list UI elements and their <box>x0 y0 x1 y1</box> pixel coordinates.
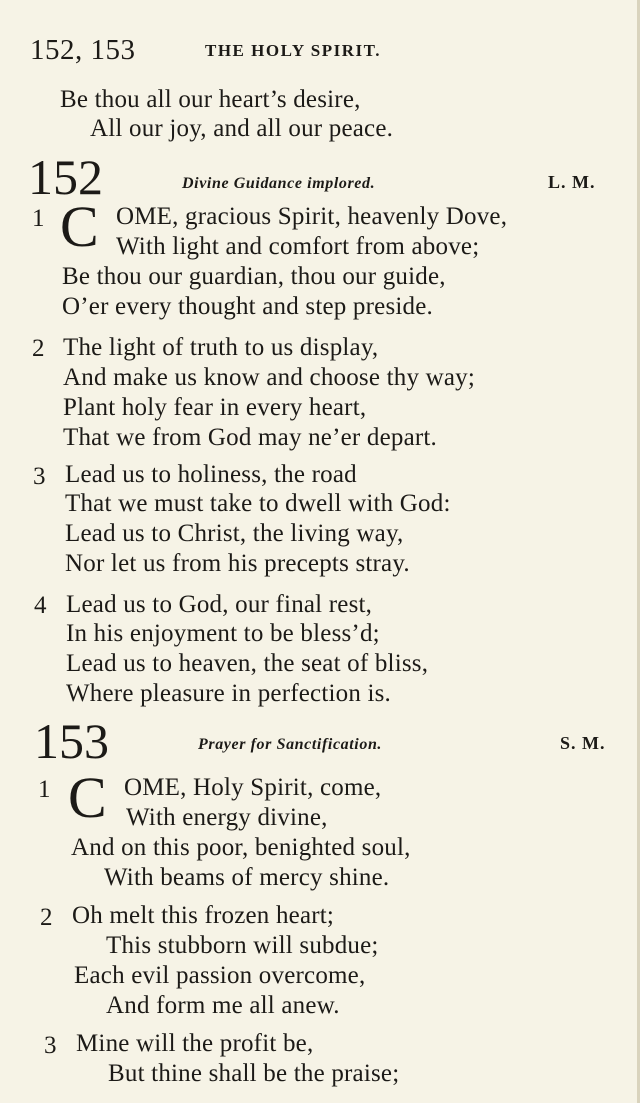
verse-line: With energy divine, <box>126 804 328 831</box>
verse-line: And make us know and choose thy way; <box>63 364 475 391</box>
stanza-number: 3 <box>44 1032 57 1059</box>
stanza-number: 2 <box>40 904 53 931</box>
verse-line: That we from God may ne’er depart. <box>63 424 438 451</box>
hymn-meter: S. M. <box>560 733 606 753</box>
hymn-title: Prayer for Sanctification. <box>198 736 383 753</box>
page-numbers: 152, 153 <box>30 34 136 66</box>
verse-line: Where pleasure in perfection is. <box>66 680 392 707</box>
verse-line: Lead us to holiness, the road <box>65 461 357 488</box>
stanza-number: 1 <box>32 205 45 232</box>
verse-line: Plant holy fear in every heart, <box>63 394 367 421</box>
verse-line: With beams of mercy shine. <box>104 864 390 891</box>
hymn-meter: L. M. <box>548 172 596 192</box>
verse-line: OME, gracious Spirit, heavenly Dove, <box>116 203 508 230</box>
verse-line: And on this poor, benighted soul, <box>71 834 411 861</box>
verse-line: OME, Holy Spirit, come, <box>124 774 382 801</box>
verse-line: In his enjoyment to be bless’d; <box>66 620 380 647</box>
verse-line: But thine shall be the praise; <box>108 1060 400 1087</box>
stanza-number: 1 <box>38 776 51 803</box>
stanza-number: 4 <box>34 592 47 619</box>
verse-line: O’er every thought and step preside. <box>62 293 433 320</box>
verse-line: Be thou our guardian, thou our guide, <box>62 263 446 290</box>
verse-line: That we must take to dwell with God: <box>65 490 451 517</box>
verse-line: Each evil passion overcome, <box>74 962 366 989</box>
verse-line: And form me all anew. <box>106 992 340 1019</box>
verse-line: The light of truth to us display, <box>63 334 379 361</box>
running-head <box>30 34 610 70</box>
drop-cap: C <box>60 194 99 259</box>
verse-line: Nor let us from his precepts stray. <box>65 550 410 577</box>
carryover-line: Be thou all our heart’s desire, <box>60 86 361 113</box>
hymn-number: 152 <box>28 149 103 205</box>
verse-line: Oh melt this frozen heart; <box>72 902 335 929</box>
hymn-title: Divine Guidance implored. <box>182 175 376 192</box>
verse-line: With light and comfort from above; <box>116 233 480 260</box>
verse-line: Lead us to God, our final rest, <box>66 591 373 618</box>
carryover-line: All our joy, and all our peace. <box>90 115 394 142</box>
drop-cap: C <box>68 765 107 830</box>
verse-line: Mine will the profit be, <box>76 1030 314 1057</box>
verse-line: This stubborn will subdue; <box>106 932 379 959</box>
hymn-number: 153 <box>34 713 109 769</box>
stanza-number: 2 <box>32 335 45 362</box>
section-title: THE HOLY SPIRIT. <box>205 41 381 60</box>
stanza-number: 3 <box>33 463 46 490</box>
verse-line: Lead us to heaven, the seat of bliss, <box>66 650 429 677</box>
verse-line: Lead us to Christ, the living way, <box>65 520 404 547</box>
